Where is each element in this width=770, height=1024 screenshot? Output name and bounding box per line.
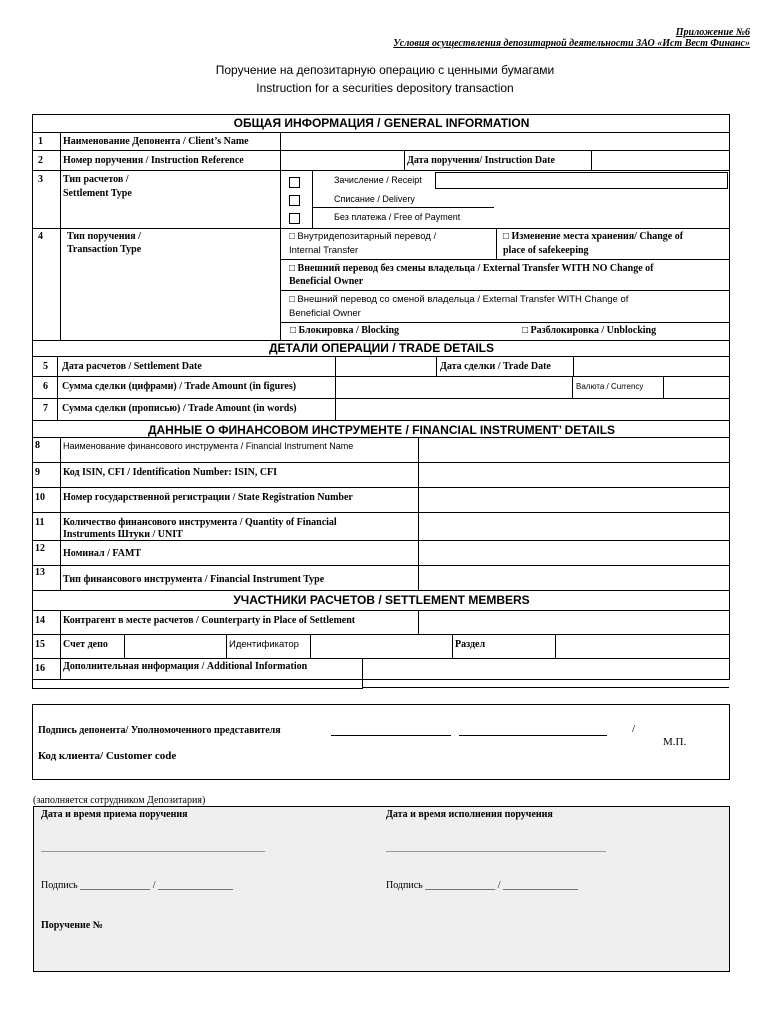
instruction-reference-label: Номер поручения / Instruction Reference [63,155,244,166]
row-1-num: 1 [38,136,43,147]
instrument-type-field[interactable] [419,566,729,590]
trade-date-label: Дата сделки / Trade Date [440,361,551,372]
instruction-date-label: Дата поручения/ Instruction Date [407,155,555,166]
internal-transfer-option-en: Internal Transfer [289,245,359,256]
row-7-num: 7 [43,403,48,414]
row-4-num: 4 [38,231,43,242]
depo-account-field[interactable] [125,635,225,658]
blocking-option[interactable]: □ Блокировка / Blocking [290,325,400,336]
receipt-field[interactable] [435,172,728,189]
execution-datetime-field[interactable] [386,851,606,852]
instruction-number-label: Поручение № [41,920,103,931]
quantity-field[interactable] [419,513,729,539]
section-field[interactable] [556,635,729,658]
internal-transfer-option[interactable]: □ Внутридепозитарный перевод / [289,231,437,242]
signature-line[interactable] [331,735,451,736]
row-15-num: 15 [35,639,45,650]
trade-amount-words-field[interactable] [336,399,729,419]
depo-account-label: Счет депо [63,639,108,650]
trade-date-field[interactable] [574,357,729,376]
row-6-num: 6 [43,381,48,392]
quantity-label-1: Количество финансового инструмента / Quantity of Financial [63,517,337,528]
trade-amount-figures-field[interactable] [336,377,571,397]
trade-amount-figures-label: Сумма сделки (цифрами) / Trade Amount (in figures) [62,381,297,392]
row-8-num: 8 [35,440,40,451]
counterparty-field[interactable] [419,611,729,634]
row-2-num: 2 [38,155,43,166]
instruction-date-field[interactable] [592,151,729,170]
quantity-label-2: Instruments Штуки / UNIT [63,529,183,540]
office-sign-left[interactable]: Подпись ______________ / _______________ [41,880,234,891]
row-5-num: 5 [43,361,48,372]
members-header: УЧАСТНИКИ РАСЧЕТОВ / SETTLEMENT MEMBERS [233,593,530,607]
customer-code-label: Код клиента/ Customer code [38,750,177,762]
external-no-change-option[interactable]: □ Внешний перевод без смены владельца / External Transfer WITH NO Change of [289,263,654,274]
registration-number-label: Номер государственной регистрации / State Registration Number [63,492,353,503]
clients-name-label: Наименование Депонента / Client’s Name [63,136,249,147]
section-label: Раздел [455,639,486,650]
transaction-type-label-2: Transaction Type [67,244,142,255]
external-no-change-option-en: Beneficial Owner [289,276,364,287]
appendix-number: Приложение №6 [675,27,750,38]
instrument-header: ДАННЫЕ О ФИНАНСОВОМ ИНСТРУМЕНТЕ / FINANCIAL INSTRUMENT’ DETAILS [147,423,616,437]
title-en: Instruction for a securities depository transaction [256,81,514,95]
row-3-num: 3 [38,174,43,185]
receipt-checkbox[interactable] [289,177,300,188]
row-12-num: 12 [35,543,45,554]
receipt-label: Зачисление / Receipt [334,175,422,185]
external-change-option-en: Beneficial Owner [289,308,361,319]
free-of-payment-label: Без платежа / Free of Payment [334,212,461,222]
trade-header: ДЕТАЛИ ОПЕРАЦИИ / TRADE DETAILS [268,341,495,355]
delivery-label: Списание / Delivery [334,194,415,204]
famt-label: Номинал / FAMT [63,548,142,559]
change-safekeeping-option-en: place of safekeeping [503,245,589,256]
transaction-type-label-1: Тип поручения / [67,231,141,242]
appendix-conditions: Условия осуществления депозитарной деятельности ЗАО «Ист Вест Финанс» [393,38,750,49]
additional-info-field[interactable] [363,659,729,688]
unblocking-option[interactable]: □ Разблокировка / Unblocking [522,325,657,336]
stamp-label: М.П. [663,736,687,748]
row-16-num: 16 [35,663,45,674]
currency-label: Валюта / Currency [576,382,644,391]
registration-number-field[interactable] [419,488,729,512]
isin-field[interactable] [419,463,729,487]
signature-block [32,704,730,780]
identifier-label: Идентификатор [229,639,299,650]
signature-name-line[interactable] [459,735,607,736]
instrument-name-label: Наименование финансового инструмента / Financial Instrument Name [63,441,354,451]
signature-slash: / [632,723,636,735]
external-change-option[interactable]: □ Внешний перевод со сменой владельца / External Transfer WITH Change of [289,294,629,305]
settlement-type-label-1: Тип расчетов / [63,174,129,185]
settlement-date-field[interactable] [336,357,435,376]
settlement-type-label-2: Settlement Type [63,188,132,199]
isin-label: Код ISIN, CFI / Identification Number: ISIN, CFI [63,467,278,478]
instrument-name-field[interactable] [419,438,729,462]
general-header: ОБЩАЯ ИНФОРМАЦИЯ / GENERAL INFORMATION [233,116,530,130]
execution-datetime-label: Дата и время исполнения поручения [386,809,553,820]
trade-amount-words-label: Сумма сделки (прописью) / Trade Amount (in words) [62,403,297,414]
row-10-num: 10 [35,492,45,503]
row-9-num: 9 [35,467,40,478]
delivery-checkbox[interactable] [289,195,300,206]
office-note: (заполняется сотрудником Депозитария) [33,795,206,806]
instrument-type-label: Тип финансового инструмента / Financial Instrument Type [63,574,325,585]
free-of-payment-checkbox[interactable] [289,213,300,224]
change-safekeeping-option[interactable]: □ Изменение места хранения/ Change of [503,231,684,242]
currency-field[interactable] [664,377,729,397]
settlement-date-label: Дата расчетов / Settlement Date [62,361,202,372]
receipt-datetime-field[interactable] [41,851,265,852]
signature-label: Подпись депонента/ Уполномоченного представителя [38,725,281,736]
title-ru: Поручение на депозитарную операцию с ценными бумагами [215,63,555,77]
identifier-field[interactable] [311,635,451,658]
famt-field[interactable] [419,541,729,565]
instruction-reference-field[interactable] [281,151,403,170]
receipt-datetime-label: Дата и время приема поручения [41,809,188,820]
clients-name-field[interactable] [281,133,729,150]
additional-info-label: Дополнительная информация / Additional Information [63,661,308,672]
row-14-num: 14 [35,615,45,626]
row-11-num: 11 [35,517,45,528]
row-13-num: 13 [35,567,45,578]
counterparty-label: Контрагент в месте расчетов / Counterparty in Place of Settlement [63,615,356,626]
office-sign-right[interactable]: Подпись ______________ / _______________ [386,880,579,891]
